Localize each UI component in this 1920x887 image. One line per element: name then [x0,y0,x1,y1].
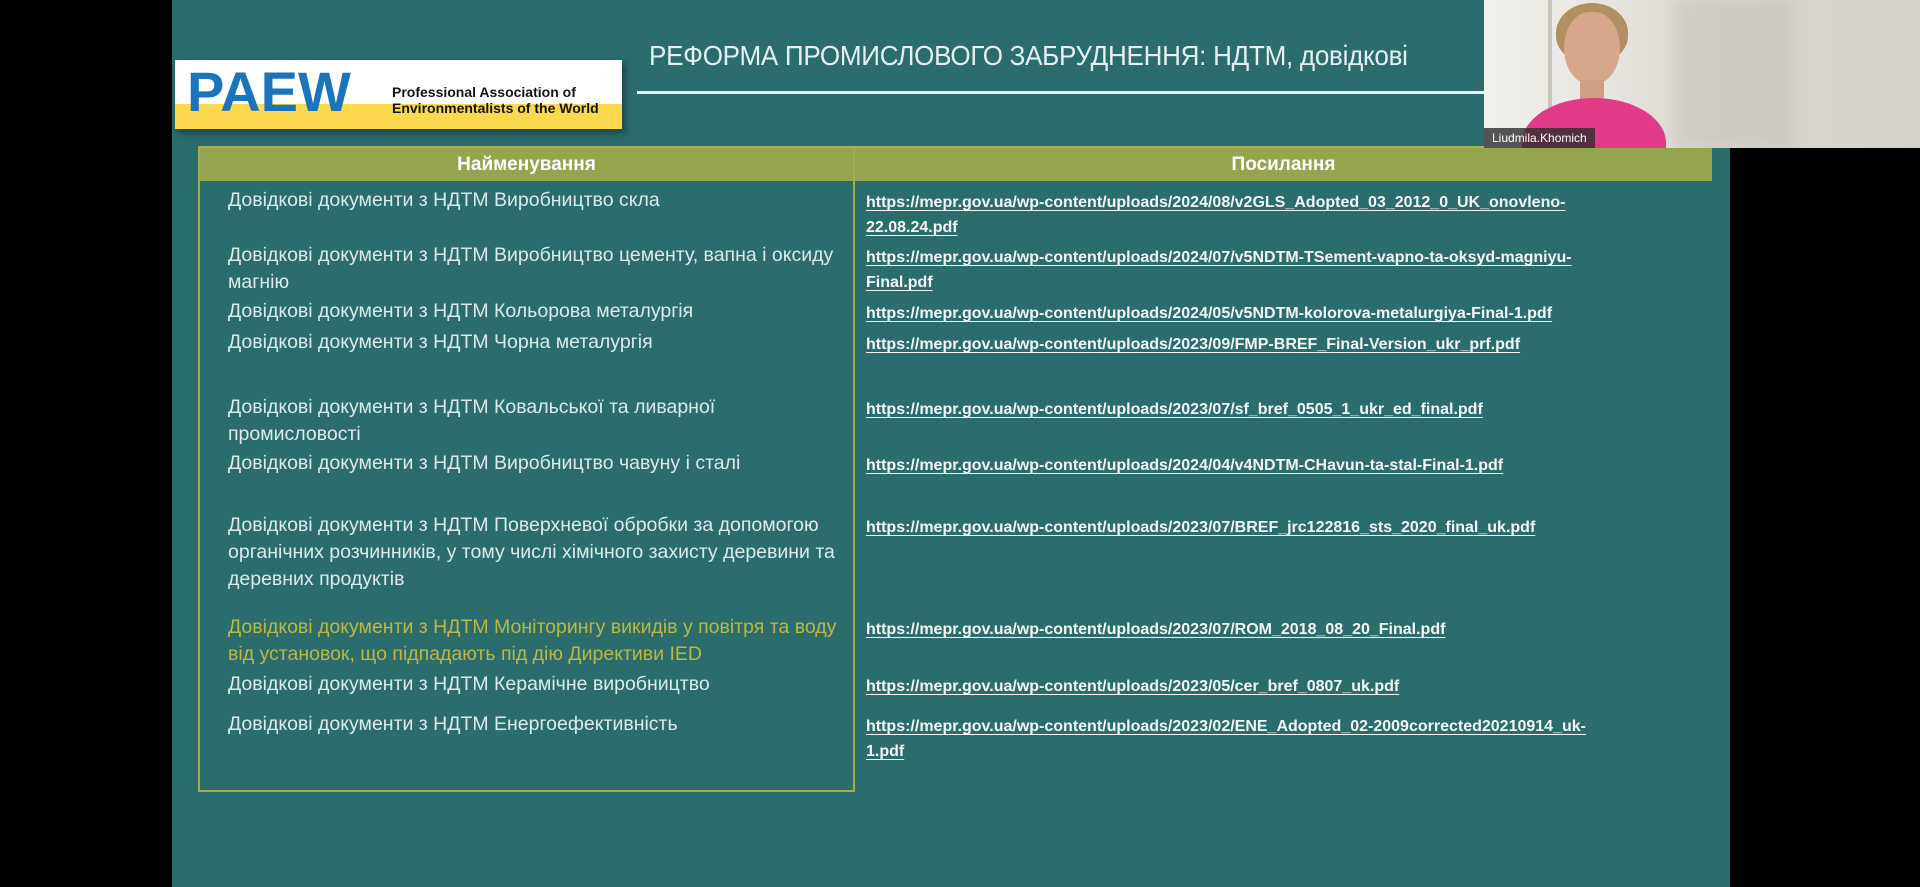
doc-name-cell [198,448,855,477]
letterbox-left [0,0,172,887]
doc-link-line2[interactable]: 22.08.24.pdf [866,219,958,236]
doc-link-cell [855,510,1712,540]
table-row [198,669,1712,709]
table-row [198,510,1712,612]
table-row [198,709,1712,789]
doc-name: Довідкові документи з НДТМ Чорна металургія [228,331,653,353]
table-row [198,296,1712,327]
webcam-tile[interactable] [1484,0,1920,148]
doc-link-cell [855,669,1712,699]
participant-face [1564,12,1620,84]
table-row [198,240,1712,296]
doc-name: Довідкові документи з НДТМ Виробництво скла [228,189,660,211]
doc-name-cell [198,510,855,593]
doc-link-line1[interactable]: https://mepr.gov.ua/wp-content/uploads/2023/07/BREF_jrc122816_sts_2020_final_uk.pdf [866,519,1536,536]
doc-name-cell [198,327,855,356]
doc-name: Довідкові документи з НДТМ Виробництво цементу, вапна і оксиду магнію [228,244,834,293]
doc-link[interactable] [866,453,1702,478]
table-row-highlighted [198,612,1712,669]
wall-shadow [1674,0,1794,148]
doc-link[interactable] [866,190,1702,240]
doc-link-line1[interactable]: https://mepr.gov.ua/wp-content/uploads/2024/07/v5NDTM-TSement-vapno-ta-oksyd-magniyu- [866,249,1572,266]
logo-tagline [392,84,599,116]
doc-link[interactable] [866,301,1702,326]
doc-name-cell [198,296,855,325]
doc-name-cell [198,669,855,698]
doc-link[interactable] [866,714,1702,764]
doc-link-cell [855,392,1712,422]
table-body [198,181,1712,789]
doc-link-cell [855,296,1712,326]
doc-link-cell [855,709,1712,764]
doc-name-cell [198,240,855,296]
doc-name: Довідкові документи з НДТМ Кольорова металургія [228,300,694,322]
doc-name-cell [198,392,855,448]
table-header-row [198,146,1712,181]
doc-link[interactable] [866,397,1702,422]
doc-name-cell [198,185,855,214]
table-row [198,392,1712,448]
doc-link[interactable] [866,617,1702,642]
doc-link[interactable] [866,674,1702,699]
doc-name: Довідкові документи з НДТМ Ковальської та ливарної промисловості [228,396,716,445]
table-row [198,327,1712,392]
doc-name-cell [198,612,855,668]
table-row [198,448,1712,510]
doc-link-line1[interactable]: https://mepr.gov.ua/wp-content/uploads/2024/08/v2GLS_Adopted_03_2012_0_UK_onovleno- [866,194,1566,211]
doc-link[interactable] [866,515,1702,540]
doc-name: Довідкові документи з НДТМ Виробництво чавуну і сталі [228,452,741,474]
slide-title: РЕФОРМА ПРОМИСЛОВОГО ЗАБРУДНЕННЯ: НДТМ, довідкові [649,40,1408,71]
doc-link[interactable] [866,332,1702,357]
logo-tagline-line2: Environmentalists of the World [392,100,599,116]
doc-link-line1[interactable]: https://mepr.gov.ua/wp-content/uploads/2023/02/ENE_Adopted_02-2009corrected20210914_uk- [866,718,1586,735]
doc-link-cell [855,327,1712,357]
doc-link[interactable] [866,245,1702,295]
paew-logo [175,60,622,129]
doc-name: Довідкові документи з НДТМ Моніторингу викидів у повітря та воду від установок, що підпадають під дію Директиви IED [228,616,837,665]
doc-link-cell [855,448,1712,478]
doc-link-line1[interactable]: https://mepr.gov.ua/wp-content/uploads/2024/05/v5NDTM-kolorova-metalurgiya-Final-1.pdf [866,305,1553,322]
doc-link-line1[interactable]: https://mepr.gov.ua/wp-content/uploads/2023/07/ROM_2018_08_20_Final.pdf [866,621,1446,638]
doc-name-cell [198,709,855,738]
participant-name-label: Liudmila.Khomich [1484,128,1595,148]
table-header-link: Посилання [1231,153,1336,175]
doc-link-cell [855,612,1712,642]
doc-link-line2[interactable]: 1.pdf [866,743,905,760]
doc-link-line1[interactable]: https://mepr.gov.ua/wp-content/uploads/2023/07/sf_bref_0505_1_ukr_ed_final.pdf [866,401,1483,418]
doc-name: Довідкові документи з НДТМ Енергоефективність [228,713,678,735]
doc-link-line2[interactable]: Final.pdf [866,274,933,291]
doc-link-cell [855,185,1712,240]
doc-link-cell [855,240,1712,295]
table-header-name: Найменування [457,153,596,175]
doc-link-line1[interactable]: https://mepr.gov.ua/wp-content/uploads/2023/05/cer_bref_0807_uk.pdf [866,678,1400,695]
logo-tagline-line1: Professional Association of [392,84,576,100]
doc-link-line1[interactable]: https://mepr.gov.ua/wp-content/uploads/2023/09/FMP-BREF_Final-Version_ukr_prf.pdf [866,336,1521,353]
doc-name: Довідкові документи з НДТМ Керамічне виробництво [228,673,710,695]
logo-acronym: PAEW [187,60,351,123]
doc-link-line1[interactable]: https://mepr.gov.ua/wp-content/uploads/2024/04/v4NDTM-CHavun-ta-stal-Final-1.pdf [866,457,1504,474]
table-row [198,185,1712,240]
reference-documents-table [198,146,1712,789]
doc-name: Довідкові документи з НДТМ Поверхневої обробки за допомогою органічних розчинників, у тому числі хімічного захисту деревини та деревних продуктів [228,514,835,590]
